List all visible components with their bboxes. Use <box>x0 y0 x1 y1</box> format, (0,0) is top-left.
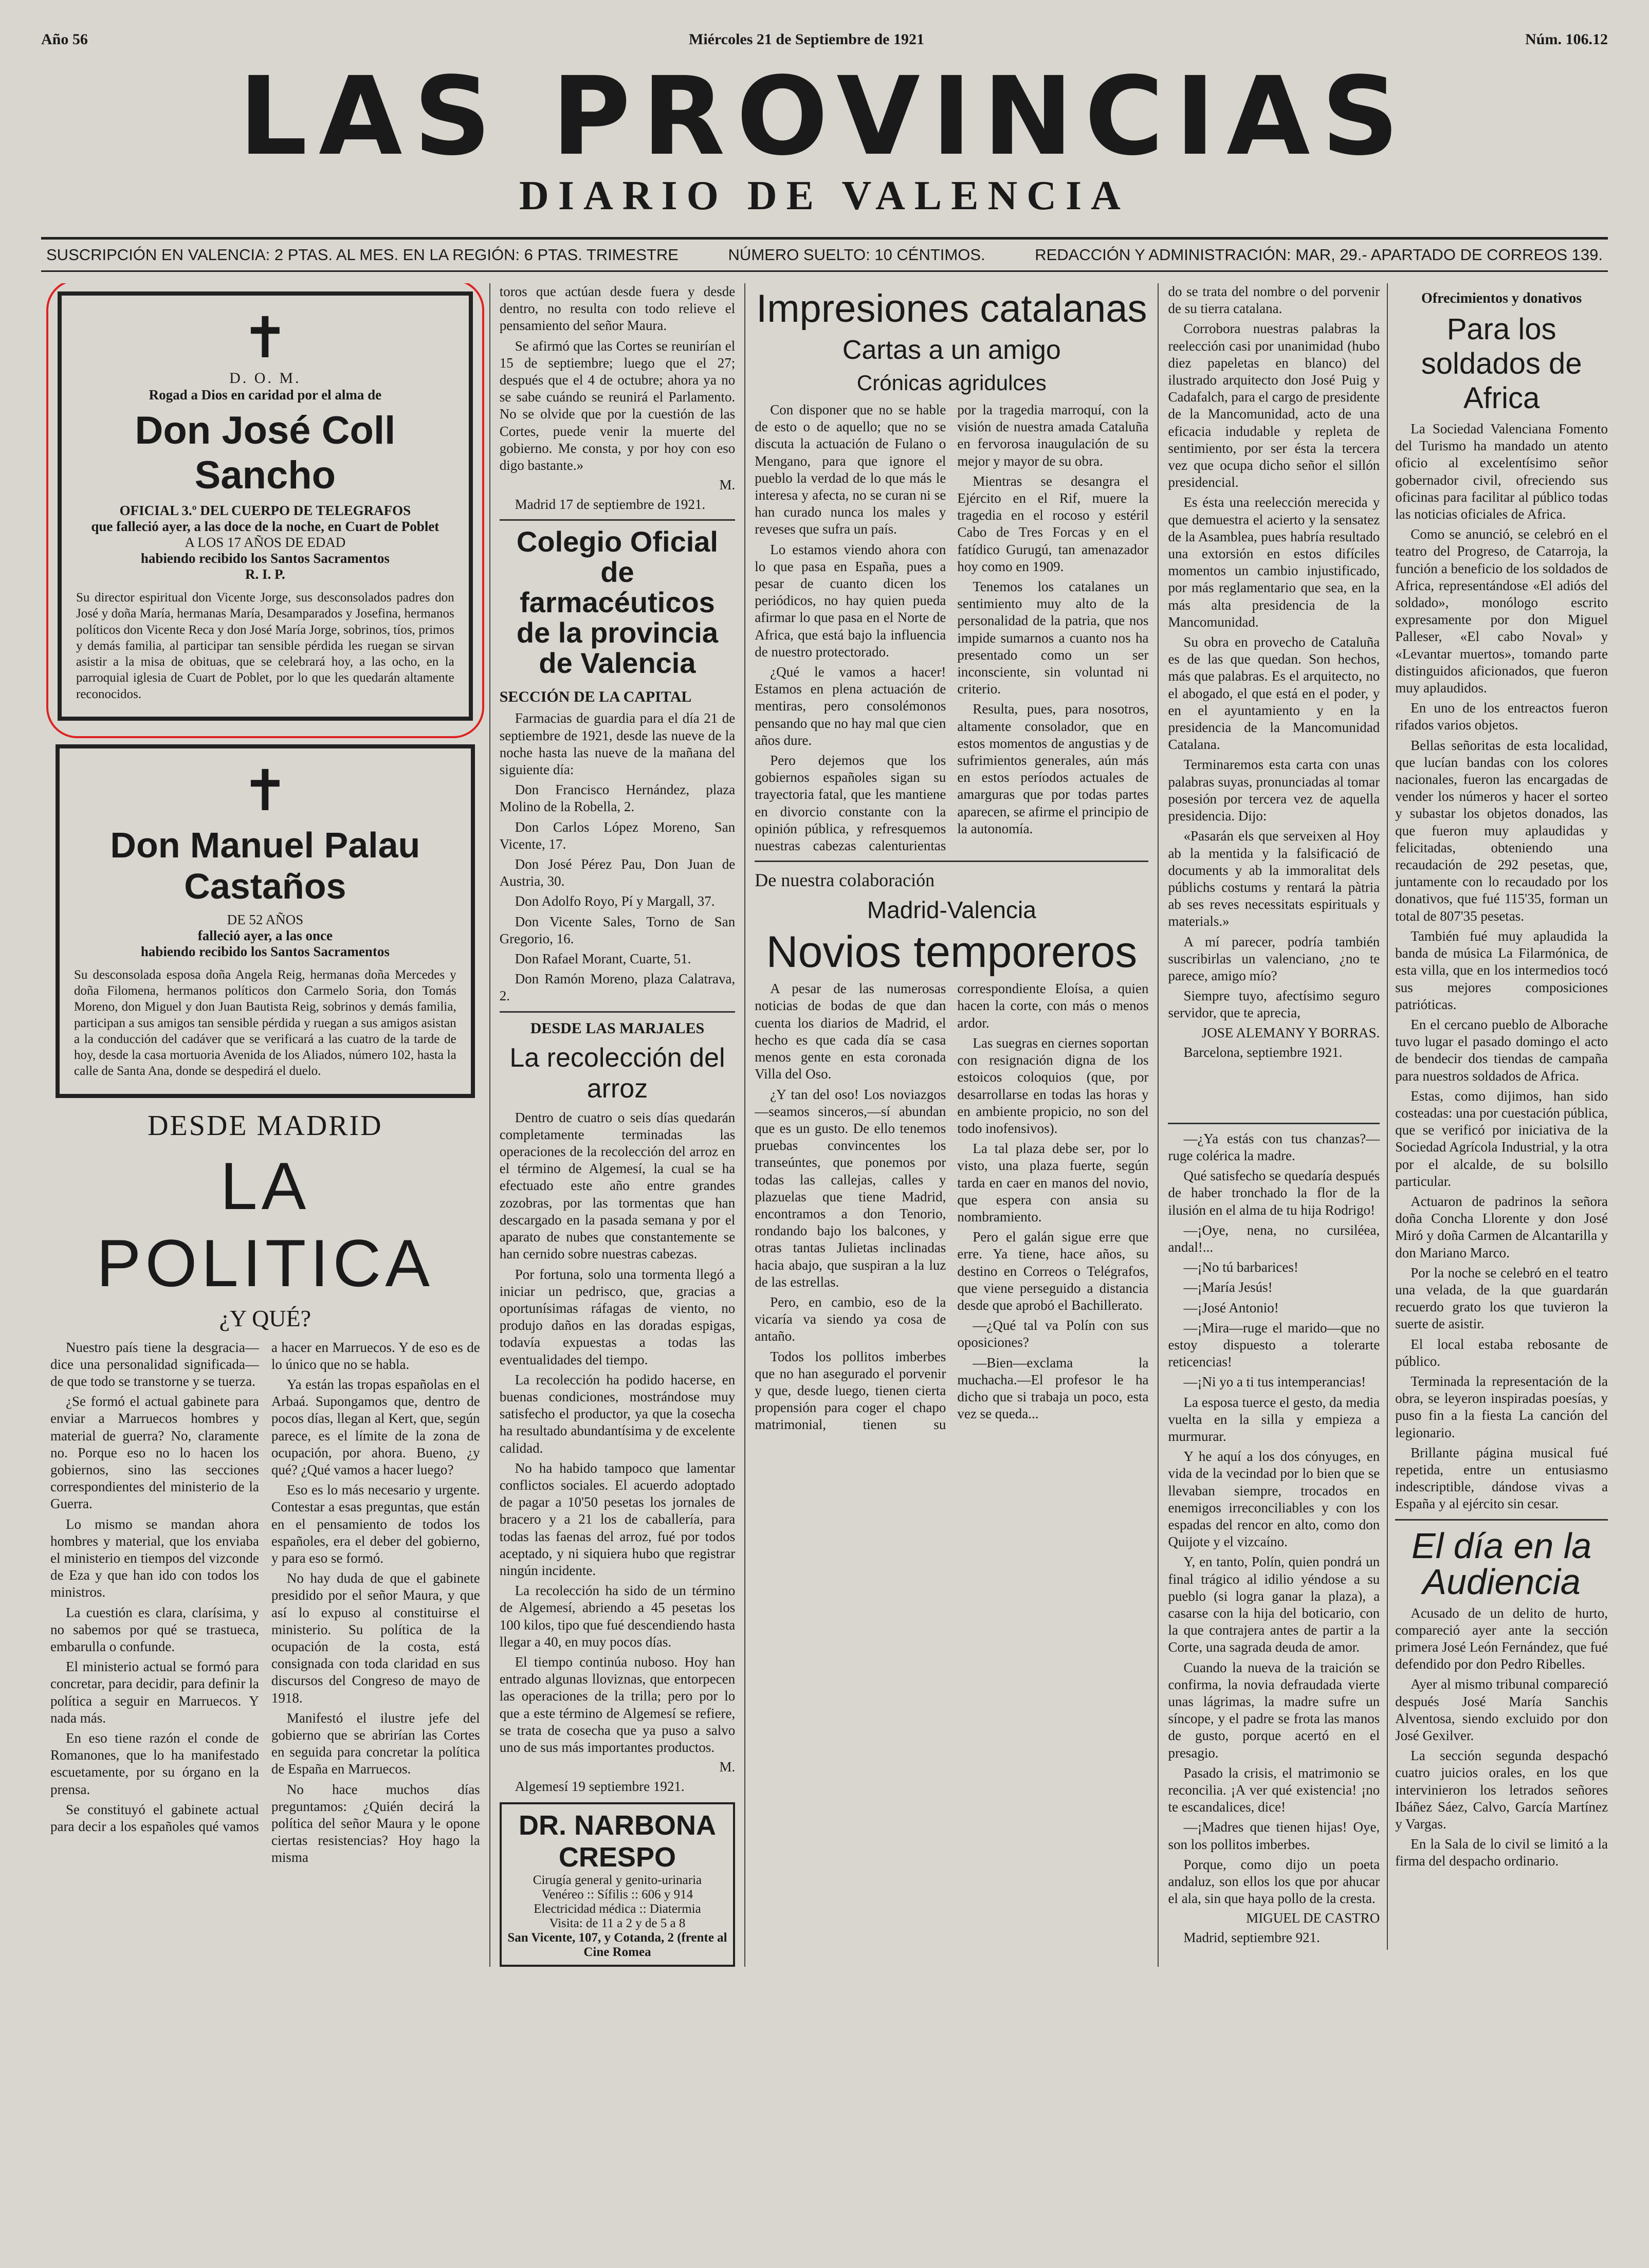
dateline: Barcelona, septiembre 1921. <box>1183 1044 1343 1060</box>
paragraph: Se afirmó que las Cortes se reunirían el 15 de septiembre; luego que el 27; después que el 4 de octubre; ahora ya no se sabe cuándo se reunirá el Parlamento. No se olvide que por la cuestión de las Cortes, puede venir la muerte del gobierno. Me consta, y por hoy con eso digo bastante.» <box>499 338 736 473</box>
paragraph: —¡Mira—ruge el marido—que no estoy dispuesto a tolerarte reticencias! <box>1168 1320 1380 1370</box>
ad-title: DR. NARBONA CRESPO <box>518 1810 716 1873</box>
divider <box>500 519 736 521</box>
paragraph: Como se anunció, se celebró en el teatro del Progreso, de Catarroja, la función a beneficio de los soldados de Africa, representándose «El adiós del soldado», monólogo escrito expresamente por don Miguel Palleser, «El cabo Noval» y «Levantar muertos», tomando parte distinguidos aficionados, que fueron muy aplaudidos. <box>1395 526 1608 696</box>
signature: JOSE ALEMANY Y BORRAS. <box>1201 1025 1380 1040</box>
paragraph: Terminada la representación de la obra, se leyeron inspiradas poesías, y puso fin a la fiesta La canción del legionario. <box>1395 1373 1608 1440</box>
paragraph: Se constituyó el gabinete actual para decir a los españoles qué vamos a hacer en Marruecos. Y de eso es de lo único que no se habla. <box>50 1339 480 1834</box>
paragraph: Las suegras en ciernes soportan con resignación digna de los estoicos coloquios (que, por desarrollarse en todas las horas y en ambiente propicio, no son del todo inofensivos). <box>957 1035 1149 1136</box>
paragraph: —¿Qué tal va Polín con sus oposiciones? <box>957 1318 1149 1350</box>
paragraph: Estas, como dijimos, han sido costeadas: una por cuestación pública, que se verificó por iniciativa de la Sociedad Agrícola Industrial, y la otra por el alcalde, de su bolsillo particular. <box>1395 1088 1608 1189</box>
paragraph: Bellas señoritas de esta localidad, que lucían bandas con los colores nacionales, fueron las encargadas de vender los números y hacer el sorteo y subastar los objetos donados, las que fueron muy aplaudidas y felicitadas, obteniendo una recaudación de 292 pesetas, que, juntamente con lo recaudado por los donativos, que fué 115'35, forman un total de 807'35 pesetas. <box>1395 737 1608 924</box>
ad-narbona-crespo <box>500 1802 736 1967</box>
paragraph: Siempre tuyo, afectísimo seguro servidor, que te aprecia, <box>1168 988 1380 1021</box>
paragraph: Con disponer que no se hable de esto o de aquello; que no se discuta la actuación de Fulano o Mengano, para que ignore el pueblo la verdad de lo que más le interesa y afecta, no se curan ni se han curado nunca los males y reveses que sufra un país. <box>755 402 946 537</box>
paragraph: «Pasarán els que serveixen al Hoy ab la mentida y la falsificació de documents y ab la immoralitat dels públichs costums y rentará la pàtria ab ses reves necessitats espirituals y materials.» <box>1168 828 1380 929</box>
paragraph: No hace muchos días preguntamos: ¿Quién decirá la política del señor Maura y le opone ciertas resistencias? Hoy hago la misma <box>271 1781 480 1865</box>
column-5 <box>1388 283 1608 1950</box>
politica-kicker: DESDE MADRID <box>148 1109 383 1142</box>
obituary-line1: falleció ayer, a las once <box>197 927 333 943</box>
signature: M. <box>719 477 736 493</box>
obituary-body: Su desconsolada esposa doña Angela Reig, hermanas doña Mercedes y doña Filomena, hermanos políticos don Carmelo Soria, don Tomás Moreno, don Miguel y don Juan Bautista Reig, sobrinos y demás familia, participan a sus amigos tan sensible pérdida y ruegan a sus amigos asistan a la conducción del cadáver que se verificará a las cuatro de la tarde de hoy, desde la casa mortuoria Avenida de los Aliados, número 102, hasta la calle de Santa Ana, donde se despedirá el duelo. <box>74 967 456 1078</box>
impresiones-subtitle: Cartas a un amigo <box>842 335 1061 365</box>
paragraph: —¡María Jesús! <box>1183 1279 1273 1295</box>
cross-icon: ✝ <box>241 307 289 370</box>
paragraph: Todos los pollitos imberbes que no han asegurado el porvenir y que, desde luego, tienen cierta propensión para coger el chapo matrimonial, tienen su correspondiente Eloísa, a quien hacen la corte, con más o menos ardor. <box>755 981 1149 1433</box>
obituary-palau-castanos <box>56 744 475 1098</box>
paragraph: Resulta, pues, para nosotros, altamente consolador, que en estos momentos de angustias y de sufrimientos generales, aún más en estos períodos actuales de amarguras que por todas partes aparecen, se afirme el principio de la autonomía. <box>957 701 1149 836</box>
politica-title: LA POLITICA <box>96 1148 434 1301</box>
obituary-line2: A LOS 17 AÑOS DE EDAD <box>185 535 346 550</box>
paragraph: En la Sala de lo civil se limitó a la firma del despacho ordinario. <box>1395 1836 1608 1869</box>
paragraph: —¿Ya estás con tus chanzas?—ruge colérica la madre. <box>1168 1130 1380 1163</box>
paragraph: ¿Se formó el actual gabinete para enviar a Marruecos hombres y material de guerra? No, claramente no. Porque eso no lo hacen los gobiernos, sino las secciones correspondientes del ministerio de la Guerra. <box>50 1394 259 1512</box>
signature: MIGUEL DE CASTRO <box>1246 1910 1380 1926</box>
paragraph: Dentro de cuatro o seis días quedarán completamente terminadas las operaciones de la recolección del arroz en el término de Algemesí, la cual se ha efectuado este año entre grandes zozobras, por las tormentas que han descargado en la pasada semana y por el aparato de nubes que constantemente se han cernido sobre nuestras cabezas. <box>499 1109 736 1262</box>
obituary-rip: R. I. P. <box>245 566 285 582</box>
marjales-title: La recolección del arroz <box>509 1042 725 1104</box>
top-info-line <box>41 31 1608 48</box>
paragraph: Por fortuna, solo una tormenta llegó a iniciar un pedrisco, que, gracias a oportunísimas ráfagas de viento, no produjo daños en las doradas espigas, todavía expuestas a todas las eventualidades del tiempo. <box>499 1266 736 1367</box>
paragraph: Cuando la nueva de la traición se confirma, la novia defraudada vierte unas lágrimas, la madre sufre un síncope, y el padre se frota las manos de gusto, porque acertó en el presagio. <box>1168 1659 1380 1761</box>
paragraph: La esposa tuerce el gesto, da media vuelta en la silla y empieza a murmurar. <box>1168 1394 1380 1444</box>
divider <box>1168 1123 1380 1124</box>
paragraph: ¿Y tan del oso! Los noviazgos—seamos sinceros,—sí abundan que es un gusto. De ello tenemos pruebas convincentes los transeúntes, que ponemos por todas las callejas, calles y plazuelas que tiene Madrid, encontramos a don Tenorio, rondando bajo los balcones, y otras tantas Julietas inclinadas hacia abajo, que suspiran a la luz de las estrellas. <box>755 1086 946 1290</box>
sub-columns <box>1168 283 1608 1950</box>
subscription-info: SUSCRIPCIÓN EN VALENCIA: 2 PTAS. AL MES. EN LA REGIÓN: 6 PTAS. TRIMESTRE <box>46 246 679 264</box>
paragraph: Ayer al mismo tribunal compareció después José María Sanchis Alventosa, siendo excluido por don José Gexilver. <box>1395 1676 1608 1744</box>
paragraph: —¡Ni yo a ti tus intemperancias! <box>1183 1374 1366 1390</box>
masthead <box>41 53 1608 220</box>
paragraph: A mí parecer, podría también suscribirlas un valenciano, ¿no te parece, amigo mío? <box>1168 934 1380 983</box>
paragraph: Pasado la crisis, el matrimonio se reconcilia. ¡A ver qué existencia! ¡no te escandalices, dice! <box>1168 1765 1380 1815</box>
paragraph: Pero el galán sigue erre que erre. Ya tiene, hace años, su destino en Correos o Telégrafos, que viene perseguido a distancia desde que aprobó el Bachillerato. <box>957 1229 1149 1313</box>
price-info: NÚMERO SUELTO: 10 CÉNTIMOS. <box>728 246 985 264</box>
paragraph: La sección segunda despachó cuatro juicios orales, en los que intervinieron los letrados señores Ibáñez Sáez, Calvo, García Martínez y Vargas. <box>1395 1748 1608 1832</box>
novios-body <box>755 980 1148 1433</box>
paragraph: Acusado de un delito de hurto, compareció ayer ante la sección primera José León Fernández, que fué defendido por don Pedro Ribelles. <box>1395 1605 1608 1672</box>
paragraph: No hay duda de que el gabinete presidido por el señor Maura, y que así lo expuso al constituirse el ministerio. Su política de la ocupación de la costa, está consignada con toda claridad en sus discursos del Congreso de mayo de 1918. <box>271 1570 480 1706</box>
obituary-line3: habiendo recibido los Santos Sacramentos <box>140 551 390 566</box>
column-1 <box>41 283 490 1967</box>
cross-icon: ✝ <box>241 759 289 822</box>
paragraph: Nuestro país tiene la desgracia—dice una personalidad significada—de que todo se transtorne y se tuerza. <box>50 1339 259 1389</box>
paragraph: El local estaba rebosante de público. <box>1395 1336 1608 1369</box>
audiencia-title: El día en la Audiencia <box>1412 1525 1592 1602</box>
paragraph: Don Carlos López Moreno, San Vicente, 17. <box>499 819 736 852</box>
newspaper-title: LAS PROVINCIAS <box>239 53 1410 179</box>
impresiones-title: Impresiones catalanas <box>756 287 1147 331</box>
newspaper-subtitle: DIARIO DE VALENCIA <box>519 173 1130 218</box>
paragraph: —¡Madres que tienen hijas! Oye, son los pollitos imberbes. <box>1168 1819 1380 1852</box>
issue-number: Núm. 106.12 <box>1525 31 1608 48</box>
paragraph: Actuaron de padrinos la señora doña Concha Llorente y don José Miró y doña Carmen de Alcantarilla y don Mariano Marco. <box>1395 1193 1608 1260</box>
novios-title: Novios temporeros <box>766 927 1138 977</box>
politica-body <box>50 1339 480 1867</box>
donativos-title: Para los soldados de Africa <box>1421 313 1582 415</box>
column-2 <box>490 283 746 1967</box>
subscription-line <box>41 237 1608 272</box>
obituary-line1: que falleció ayer, a las doce de la noche, en Cuart de Poblet <box>91 519 439 534</box>
colegio-title: Colegio Oficial de farmacéuticos de la provincia de Valencia <box>516 525 719 679</box>
paragraph: La cuestión es clara, clarísima, y no sabemos por qué se trastueca, embarulla o confunde. <box>50 1604 259 1654</box>
paragraph: Qué satisfecho se quedaría después de haber tronchado la flor de la ilusión en el alma de tu hija Rodrigo! <box>1168 1168 1380 1218</box>
obituary-age: DE 52 AÑOS <box>227 911 304 927</box>
highlight-ring <box>46 283 484 738</box>
ad-line: Visita: de 11 a 2 y de 5 a 8 <box>549 1916 686 1931</box>
paragraph: Y he aquí a los dos cónyuges, en vida de la vecindad por lo bien que se llevaban siempre, trocados en enemigos irreconciliables y con los espadas del rencor en alto, como don Quijote y el vizcaíno. <box>1168 1449 1380 1550</box>
madrid-valencia-title: Madrid-Valencia <box>867 897 1036 924</box>
paragraph: Mientras se desangra el Ejército en el Rif, muere la tragedia en el rocoso y estéril Cabo de Tres Forcas y en el fatídico Gurugú, tan amenazador hoy como en 1909. <box>957 473 1149 574</box>
donativos-kicker: Ofrecimientos y donativos <box>1421 290 1582 306</box>
paragraph: La Sociedad Valenciana Fomento del Turismo ha mandado un atento oficio al excelentísimo señor gobernador civil, ofreciendo sus oficinas para facilitar al público todas las noticias oficiales de Africa. <box>1395 421 1608 522</box>
column-4-5 <box>1159 283 1608 1967</box>
paragraph: El ministerio actual se formó para concretar, para decidir, para definir la política a seguir en Marruecos. Y nada más. <box>50 1659 259 1726</box>
paragraph: En el cercano pueblo de Alborache tuvo lugar el pasado domingo el acto de bendecir dos tiendas de campaña para nuestros soldados de Africa. <box>1395 1016 1608 1084</box>
divider <box>755 861 1148 862</box>
paragraph: La tal plaza debe ser, por lo visto, una plaza fuerte, según tarda en caer en manos del novio, que espera con ansia su nombramiento. <box>957 1141 1149 1224</box>
paragraph: Eso es lo más necesario y urgente. Contestar a esas preguntas, que están en el pensamiento de todos los españoles, era el deber del gobierno, y para eso se formó. <box>271 1482 480 1566</box>
obituary-body: Su director espiritual don Vicente Jorge, sus desconsolados padres don José y doña María, hermanas María, Desamparados y Josefina, hermanos políticos don Vicente Reca y don José María Jorge, sobrinos, tíos, primos y demás familia, al participar tan sensible pérdida les ruegan se sirvan asistir a la misa de obituas, que se celebrará hoy, a las ocho, en la parroquial iglesia de Cuart de Poblet, por lo que les quedarán altamente reconocidos. <box>76 591 454 701</box>
paragraph: Tenemos los catalanes un sentimiento muy alto de la personalidad de la patria, que nos impide sumarnos a cuanto nos ha presentado como un ser inconsciente, sin voluntad ni criterio. <box>957 579 1149 697</box>
paragraph: Don Rafael Morant, Cuarte, 51. <box>515 951 691 967</box>
section-heading: SECCIÓN DE LA CAPITAL <box>499 688 692 706</box>
paragraph: También fué muy aplaudida la banda de música La Filarmónica, de esta villa, que en los intermedios tocó sus mejores composiciones patrióticas. <box>1395 928 1608 1012</box>
paragraph: En eso tiene razón el conde de Romanones, que lo ha manifestado escuetamente, por su órgano en la prensa. <box>50 1730 259 1797</box>
paragraph: La recolección ha sido de un término de Algemesí, abriendo a 45 pesetas los 100 kilos, tipo que fué descendiendo hasta llegar a 40, en muy pocos días. <box>499 1583 736 1650</box>
paragraph: Es ésta una reelección merecida y que demuestra el acierto y la sensatez de la Asamblea, pues habría resultado una extorsión en estos difíciles momentos un cambio injustificado, por más reglamentario que sea, en la más alta presidencia de la Mancomunidad. <box>1168 495 1380 630</box>
paragraph: —¡Oye, nena, no cursiléea, andal!... <box>1168 1222 1380 1255</box>
address-info: REDACCIÓN Y ADMINISTRACIÓN: MAR, 29.- APARTADO DE CORREOS 139. <box>1035 246 1603 264</box>
year-label: Año 56 <box>41 31 88 48</box>
impresiones-section: Crónicas agridulces <box>856 371 1047 395</box>
paragraph: Brillante página musical fué repetida, entre un entusiasmo indescriptible, dándose vivas a España y al ejército sin cesar. <box>1395 1444 1608 1512</box>
obituary-intro: Rogad a Dios en caridad por el alma de <box>149 387 382 403</box>
paragraph: Lo mismo se mandan ahora hombres y material, que los enviaba el ministerio en tiempos del vizconde de Eza y que han ido con todos los ministros. <box>50 1516 259 1600</box>
dateline: Madrid 17 de septiembre de 1921. <box>515 497 706 513</box>
paragraph: Ya están las tropas españolas en el Arbaá. Supongamos que, dentro de pocos días, llegan al Kert, que, según parece, es el límite de la zona de ocupación, por ahora. Bueno, ¿y qué? ¿Qué vamos a hacer luego? <box>271 1376 480 1477</box>
paragraph: —¡No tú barbarices! <box>1183 1259 1298 1275</box>
paragraph: Manifestó el ilustre jefe del gobierno que se abrirían las Cortes en seguida para concretar la política de España en Marruecos. <box>271 1710 480 1777</box>
paragraph: Don Adolfo Royo, Pí y Margall, 37. <box>515 893 715 909</box>
column-3 <box>745 283 1159 1967</box>
paragraph: Lo estamos viendo ahora con lo que pasa en España, pues a pesar de cuanto dicen los periódicos, no hay quien pueda afirmar lo que pasa en el Norte de Africa, que está bajo la influencia de nuestro protectorado. <box>755 541 946 660</box>
paragraph: ¿Qué le vamos a hacer! Estamos en plena actuación de mentiras, pero consolémonos pensando que no hay mal que cien años dure. <box>755 664 946 748</box>
paragraph: En uno de los entreactos fueron rifados varios objetos. <box>1395 700 1608 733</box>
paragraph: El tiempo continúa nuboso. Hoy han entrado algunas lloviznas, que entorpecen las operaciones de la trilla; pero por lo que a este término de Algemesí se refiere, se trata de cosecha que ya puso a salvo uno de sus más importantes productos. <box>499 1654 736 1755</box>
obituary-dom: D. O. M. <box>229 370 301 387</box>
divider <box>500 1011 736 1013</box>
paragraph: La recolección ha podido hacerse, en buenas condiciones, mostrándose muy satisfecho el productor, ya que la cosecha ha resultado abundantísima y de excelente calidad. <box>499 1371 736 1456</box>
paragraph: Porque, como dijo un poeta andaluz, son ellos los que por ahucar el ala, sin que haya pollo de la cresta. <box>1168 1856 1380 1907</box>
paragraph: No ha habido tampoco que lamentar conflictos sociales. El acuerdo adoptado de pagar a 10'50 pesetas los jornales de bracero y a 21 los de caballería, para todas las faenas del arroz, fué por todos aceptado, y ni siquiera hubo que registrar ningún incidente. <box>499 1460 736 1578</box>
paragraph: Y, en tanto, Polín, quien pondrá un final trágico al idilio yéndose a su pueblo (si logra ganar la plaza), a casarse con la hija del boticario, con la que contrajera antes de partir a la Corte, una sagrada deuda de amor. <box>1168 1554 1380 1655</box>
obituary-role: OFICIAL 3.º DEL CUERPO DE TELEGRAFOS <box>119 503 411 518</box>
paragraph: Farmacias de guardia para el día 21 de septiembre de 1921, desde las nueve de la noche hasta las nueve de la mañana del siguiente día: <box>499 710 736 778</box>
paragraph: Por la noche se celebró en el teatro una velada, de la que guardarán recuerdo grato los que tuvieron la suerte de asistir. <box>1395 1265 1608 1332</box>
column-4 <box>1168 283 1388 1950</box>
dateline: Madrid, septiembre 921. <box>1183 1930 1320 1946</box>
columns <box>41 283 1608 1967</box>
paragraph: Don José Pérez Pau, Don Juan de Austria, 30. <box>499 856 736 889</box>
marjales-kicker: DESDE LAS MARJALES <box>530 1019 705 1037</box>
paragraph: Don Ramón Moreno, plaza Calatrava, 2. <box>499 971 736 1004</box>
paragraph: A pesar de las numerosas noticias de bodas de que dan cuenta los diarios de Madrid, el hecho es que cada día se casa menos gente en esta coronada Villa del Oso. <box>755 981 946 1082</box>
paragraph: —Bien—exclama la muchacha.—El profesor le ha dicho que si trabaja un poco, esta vez se queda... <box>957 1355 1149 1422</box>
dateline: Algemesí 19 septiembre 1921. <box>515 1779 685 1795</box>
paragraph: Pero dejemos que los gobiernos españoles sigan su trayectoria fatal, que les mantiene en divorcio constante con la opinión pública, y refresquemos nuestras cabezas calenturientas por la tragedia marroquí, con la visión de nuestra amada Cataluña en fervorosa inaugulación de su mejor y mayor de su obra. <box>755 402 1149 854</box>
ad-line: San Vicente, 107, y Cotanda, 2 (frente al Cine Romea <box>507 1931 727 1960</box>
impresiones-body <box>755 401 1148 854</box>
politica-subtitle: ¿Y QUÉ? <box>219 1305 312 1331</box>
ad-line: Electricidad médica :: Diatermia <box>534 1902 701 1916</box>
paragraph: do se trata del nombre o del porvenir de su tierra catalana. <box>1168 284 1380 317</box>
paragraph: Don Vicente Sales, Torno de San Gregorio, 16. <box>499 913 736 946</box>
divider <box>1395 1519 1608 1521</box>
paragraph: —¡José Antonio! <box>1183 1300 1279 1315</box>
obituary-coll-sancho <box>58 291 473 721</box>
obituary-name: Don Manuel Palau Castaños <box>110 825 420 906</box>
paragraph: Su obra en provecho de Cataluña es de las que quedan. Son hechos, más que palabras. Es el arquitecto, no el abogado, el que está en el poder, y en el ayuntamiento y en la presidencia de la Mancomunidad Catalana. <box>1168 634 1380 753</box>
signature: M. <box>719 1759 736 1775</box>
obituary-name: Don José Coll Sancho <box>135 409 396 497</box>
date-label: Miércoles 21 de Septiembre de 1921 <box>689 31 924 48</box>
paragraph: Terminaremos esta carta con unas palabras suyas, pronunciadas al tomar posesión por tercera vez de aquella presidencia. Dijo: <box>1168 757 1380 824</box>
paragraph: Corrobora nuestras palabras la reelección casi por unanimidad (hubo diez papeletas en blanco) del ilustrado arquitecto don José Puig y Cadafalch, para el cargo de presidente de la Mancomunidad, acto de una eficacia indudable y repleta de sentimiento, por ser ésta la tercera vez que ocupa dicho señor el sillón presidencial. <box>1168 321 1380 490</box>
obituary-line2: habiendo recibido los Santos Sacramentos <box>140 943 390 959</box>
paragraph: Don Francisco Hernández, plaza Molino de la Robella, 2. <box>499 782 736 815</box>
colab-heading: De nuestra colaboración <box>755 870 935 891</box>
ad-line: Cirugía general y genito-urinaria <box>533 1873 702 1888</box>
paragraph: Pero, en cambio, eso de la vicaría va siendo ya cosa de antaño. <box>755 1294 946 1344</box>
paragraph: toros que actúan desde fuera y desde dentro, no resulta con todo relieve el pensamiento del señor Maura. <box>499 284 736 334</box>
ad-line: Venéreo :: Sífilis :: 606 y 914 <box>541 1888 693 1902</box>
